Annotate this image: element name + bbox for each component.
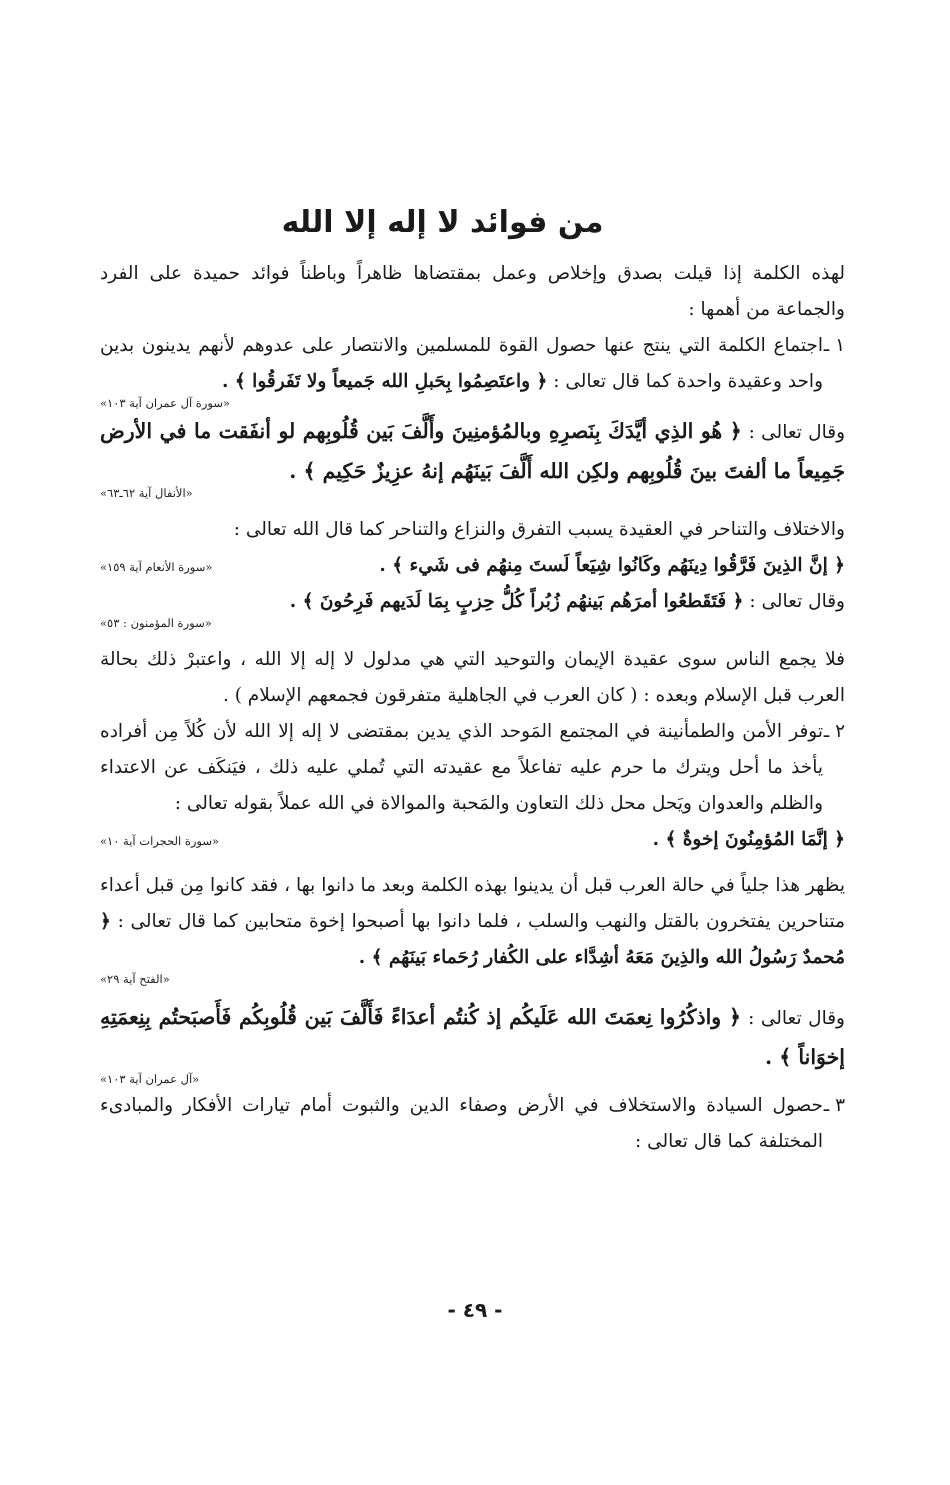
page-number: - ٤٩ -: [447, 1298, 503, 1322]
paragraph-text: والاختلاف والتناحر في العقيدة يسبب التفرق والنزاع والتناحر كما قال الله تعالى :: [233, 519, 845, 540]
quran-quote: ﴿ إنَّ الذِينَ فَرَّقُوا دِينَهُم وكَانُوا شِيَعاً لَستَ مِنهُم فى شَيء ﴾ .: [379, 555, 845, 576]
verse-reference: «سورة المؤمنون : ٥٣»: [100, 616, 212, 630]
benefit-item-2: [100, 714, 845, 822]
verse-reference: «الأنفال آية ٦٢ـ٦٣»: [100, 486, 193, 500]
intro-paragraph: لهذه الكلمة إذا قيلت بصدق وإخلاص وعمل بمقتضاها ظاهراً وباطناً فوائد حميدة على الفرد والجماعة من أهمها :: [100, 263, 845, 320]
quote-with-reference: [100, 822, 845, 858]
item-number: ١ ـ: [823, 335, 845, 356]
quran-quote: ﴿ واعتَصِمُوا بِحَبلِ الله جَميعاً ولا تَفَرقُوا ﴾ .: [222, 371, 548, 392]
quran-quote: ﴿ مُحمدٌ رَسُولُ الله والذِينَ مَعَهُ أشِدَّاء على الكُفار رُحَماء بَينَهُم ﴾ .: [100, 911, 845, 968]
paragraph-muminun: [100, 584, 845, 620]
item-number: ٣ ـ: [823, 1095, 845, 1116]
verse-reference: «سورة الأنعام آية ١٥٩»: [100, 560, 213, 574]
verse-reference: «سورة آل عمران آية ١٠٣»: [100, 396, 230, 410]
benefit-item-1: [100, 328, 845, 400]
page-title: من فوائد لا إله إلا الله: [281, 205, 604, 240]
item-text: [100, 328, 823, 400]
paragraph-unity: فلا يجمع الناس سوى عقيدة الإيمان والتوحيد التي هي مدلول لا إله إلا الله ، واعتبرْ ذلك بحالة العرب قبل الإسلام وبعده : ( كان العرب في الجاهلية متفرقون فجمعهم الإسلام ) .: [100, 649, 845, 706]
verse-reference: «سورة الحجرات آية ١٠»: [100, 834, 220, 848]
quran-quote: ﴿ هُو الذِي أيَّدَكَ بِنَصرِهِ وبالمُؤمنِينَ وأَلَّفَ بَين قُلُوبِهم لو أنفَقت ما في الأرض جَمِيعاً ما ألفتَ بينَ قُلُوبِهم ولكِن الله أَلَّفَ بَينَهُم إنهُ عزِيزٌ حَكِيم ﴾ .: [100, 419, 845, 483]
paragraph-anfal: [100, 412, 845, 490]
quran-quote: ﴿ إنَّمَا المُؤمِنُونَ إخوةٌ ﴾ .: [652, 829, 845, 850]
quran-quote: ﴿ واذكُرُوا نِعمَتَ الله عَلَيكُم إذ كُنتُم أعدَاءً فَأَلَّفَ بَين قُلُوبِكُم فَأَصبَحتُم بِنِعمَتِهِ إخوَاناً ﴾ .: [100, 1005, 845, 1069]
benefit-item-3: [100, 1088, 845, 1160]
quote-with-reference: [100, 548, 845, 584]
item-number: ٢ ـ: [823, 721, 845, 742]
item-body: اجتماع الكلمة التي ينتج عنها حصول القوة للمسلمين والانتصار على عدوهم لأنهم يدينون بدين واحد وعقيدة واحدة كما قال تعالى :: [100, 335, 823, 392]
lead-text: وقال تعالى :: [748, 422, 845, 443]
quran-quote: ﴿ فَتَقَطعُوا أمرَهُم بَينهُم زُبُراً كُلُّ حِزبٍ بِمَا لَدَيهم فَرِحُونَ ﴾ .: [289, 591, 744, 612]
paragraph-arabs: [100, 868, 845, 976]
lead-text: وقال تعالى :: [748, 1008, 845, 1029]
paragraph-imran: [100, 998, 845, 1076]
verse-reference: «آل عمران آية ١٠٣»: [100, 1072, 200, 1086]
item-text: حصول السيادة والاستخلاف في الأرض وصفاء الدين والثبوت أمام تيارات الأفكار والمبادىء المختلفة كما قال تعالى :: [100, 1095, 823, 1152]
item-text: توفر الأمن والطمأنينة في المجتمع المَوحد الذي يدين بمقتضى لا إله إلا الله لأن كُلاً مِن أفراده يأخذ ما أحل ويترك ما حرم عليه تفاعلاً مع عقيدته التي تُملي عليه ذلك ، فيَنكَف عن الاعتداء والظلم والعدوان ويَحل محل ذلك التعاون والمَحبة والموالاة في الله عملاً بقوله تعالى :: [100, 721, 823, 814]
page-body: [100, 205, 845, 1160]
paragraph-disagreement: [100, 512, 845, 548]
paragraph-text: يظهر هذا جلياً في حالة العرب قبل أن يدينوا بهذه الكلمة وبعد ما دانوا بها ، فقد كانوا مِن قبل أعداء متناحرين يفتخرون بالقتل والنهب والسلب ، فلما دانوا بها أصبحوا إخوة متحابين كما قال تعالى :: [100, 875, 845, 932]
verse-reference: «الفتح آية ٢٩»: [100, 972, 170, 986]
lead-text: وقال تعالى :: [749, 591, 845, 612]
verse-reference-row: [100, 1072, 845, 1086]
